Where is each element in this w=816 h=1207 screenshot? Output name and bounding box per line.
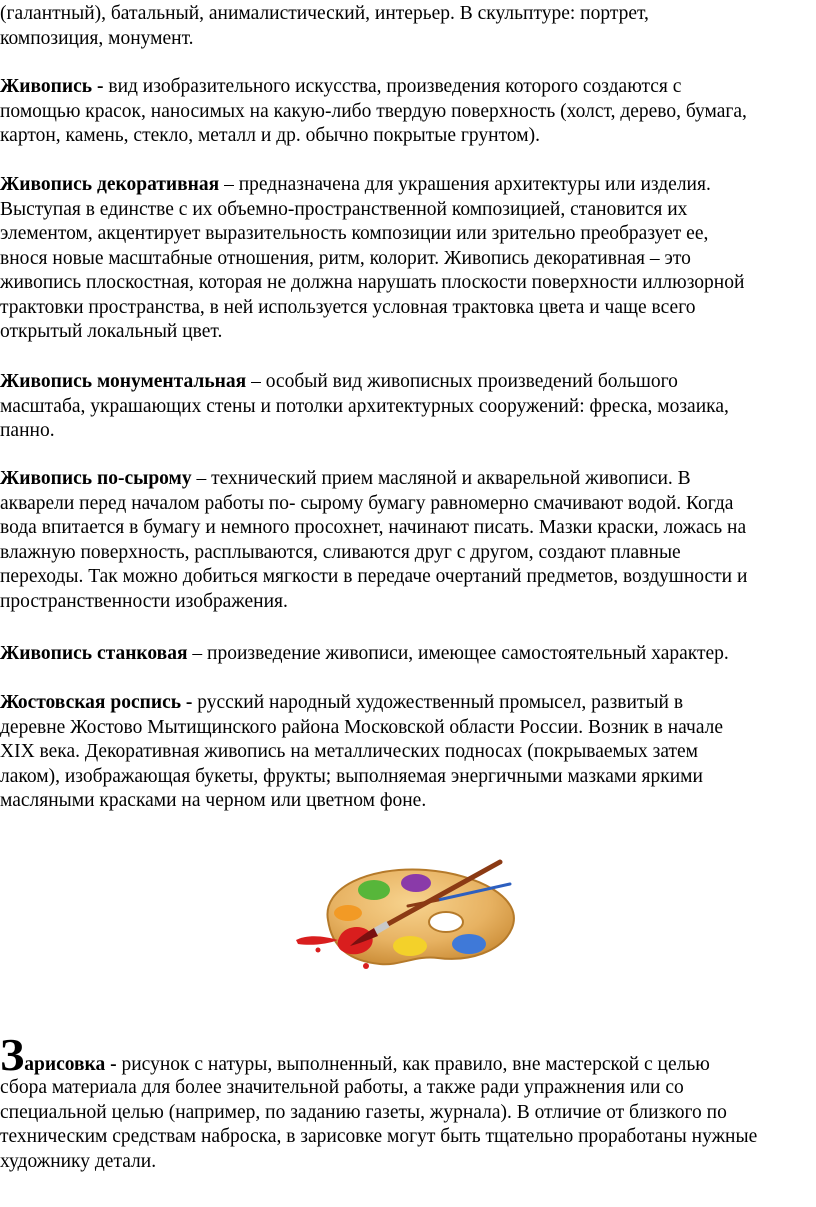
text-line xyxy=(0,75,747,100)
entry-term: арисовка - xyxy=(24,1054,117,1075)
text-line: открытый локальный цвет. xyxy=(0,321,223,342)
text-line: сбора материала для более значительной работы, а также ради упражнения или со xyxy=(0,1077,684,1098)
paint-red-drip xyxy=(296,936,338,945)
text-line: панно. xyxy=(0,420,55,441)
entry-definition: русский народный художественный промысел, развитый в xyxy=(192,692,684,713)
text-line xyxy=(0,370,729,395)
drop-cap: З xyxy=(0,1029,25,1080)
entry-zhivopis-po-syromu xyxy=(0,467,747,614)
intro-paragraph xyxy=(0,2,649,51)
entry-definition: вид изобразительного искусства, произведения которого создаются с xyxy=(103,76,682,97)
palette-thumb-hole xyxy=(429,912,463,932)
text-line: акварели перед началом работы по- сырому бумагу равномерно смачивают водой. Когда xyxy=(0,492,734,514)
text-line xyxy=(0,467,747,492)
entry-term: Живопись по-сырому xyxy=(0,468,192,489)
paint-orange xyxy=(334,905,362,921)
text-line: элементом, акцентирует выразительность композиции или зрительно преобразует ее, xyxy=(0,223,709,244)
entry-definition: – произведение живописи, имеющее самостоятельный характер. xyxy=(187,643,729,664)
text-line xyxy=(0,173,744,198)
text-line: трактовки пространства, в ней используется условная трактовка цвета и чаще всего xyxy=(0,296,696,318)
text-line: живопись плоскостная, которая не должна нарушать плоскости поверхности иллюзорной xyxy=(0,272,745,293)
paint-blue xyxy=(452,934,486,954)
text-line: картон, камень, стекло, металл и др. обычно покрытые грунтом). xyxy=(0,125,540,146)
palette-with-brushes-icon xyxy=(288,858,528,976)
entry-zhostovskaya-rospis xyxy=(0,691,723,814)
text-line: пространственности изображения. xyxy=(0,590,288,612)
paint-green xyxy=(358,880,390,900)
paint-yellow xyxy=(393,936,427,956)
paint-violet xyxy=(401,874,431,892)
text-line: масляными красками на черном или цветном фоне. xyxy=(0,790,427,811)
text-line: вода впитается в бумагу и немного просохнет, начинают писать. Мазки краски, ложась на xyxy=(0,517,747,538)
entry-zhivopis-dekorativnaya xyxy=(0,173,744,345)
text-line xyxy=(0,1029,757,1080)
text-line: переходы. Так можно добиться мягкости в передаче очертаний предметов, воздушности и xyxy=(0,566,748,587)
entry-zhivopis-stankovaya xyxy=(0,642,729,667)
entry-definition: – технический прием масляной и акварельной живописи. В xyxy=(191,468,691,489)
text-line: техническим средствам наброска, в зарисовке могут быть тщательно проработаны нужные xyxy=(0,1126,758,1147)
text-line xyxy=(0,691,723,716)
text-line xyxy=(0,642,729,667)
entry-definition: – предназначена для украшения архитектуры или изделия. xyxy=(219,174,711,195)
entry-term: Живопись - xyxy=(0,76,104,97)
text-line: помощью красок, наносимых на какую-либо твердую поверхность (холст, дерево, бумага, xyxy=(0,100,747,122)
entry-term: Жостовская роспись - xyxy=(0,692,193,713)
palette-illustration xyxy=(288,858,528,976)
entry-term: Живопись монументальная xyxy=(0,371,247,392)
entry-definition: рисунок с натуры, выполненный, как правило, вне мастерской с целью xyxy=(116,1054,710,1075)
entry-zhivopis xyxy=(0,75,747,149)
paint-red-drop xyxy=(363,963,369,969)
entry-zarisovka xyxy=(0,1029,758,1174)
text-line: XIX века. Декоративная живопись на металлических подносах (покрываемых затем xyxy=(0,741,698,762)
text-line: Выступая в единстве с их объемно-пространственной композицией, становится их xyxy=(0,198,688,220)
text-line: внося новые масштабные отношения, ритм, колорит. Живопись декоративная – это xyxy=(0,247,691,269)
text-line: влажную поверхность, расплываются, сливаются друг с другом, создают плавные xyxy=(0,541,681,563)
entry-term: Живопись станковая xyxy=(0,643,188,664)
text-line: специальной целью (например, по заданию газеты, журнала). В отличие от близкого по xyxy=(0,1101,727,1123)
text-line: масштаба, украшающих стены и потолки архитектурных сооружений: фреска, мозаика, xyxy=(0,395,729,417)
text-line: композиция, монумент. xyxy=(0,27,194,49)
entry-zhivopis-monumentalnaya xyxy=(0,370,729,444)
text-line: художнику детали. xyxy=(0,1150,157,1172)
text-line: (галантный), батальный, анималистический, интерьер. В скульптуре: портрет, xyxy=(0,3,649,24)
paint-red-drop xyxy=(316,948,321,953)
text-line: деревне Жостово Мытищинского района Московской области России. Возник в начале xyxy=(0,716,724,738)
text-line: лаком), изображающая букеты, фрукты; выполняемая энергичными мазками яркими xyxy=(0,765,703,787)
entry-term: Живопись декоративная xyxy=(0,174,220,195)
entry-definition: – особый вид живописных произведений большого xyxy=(246,371,678,392)
